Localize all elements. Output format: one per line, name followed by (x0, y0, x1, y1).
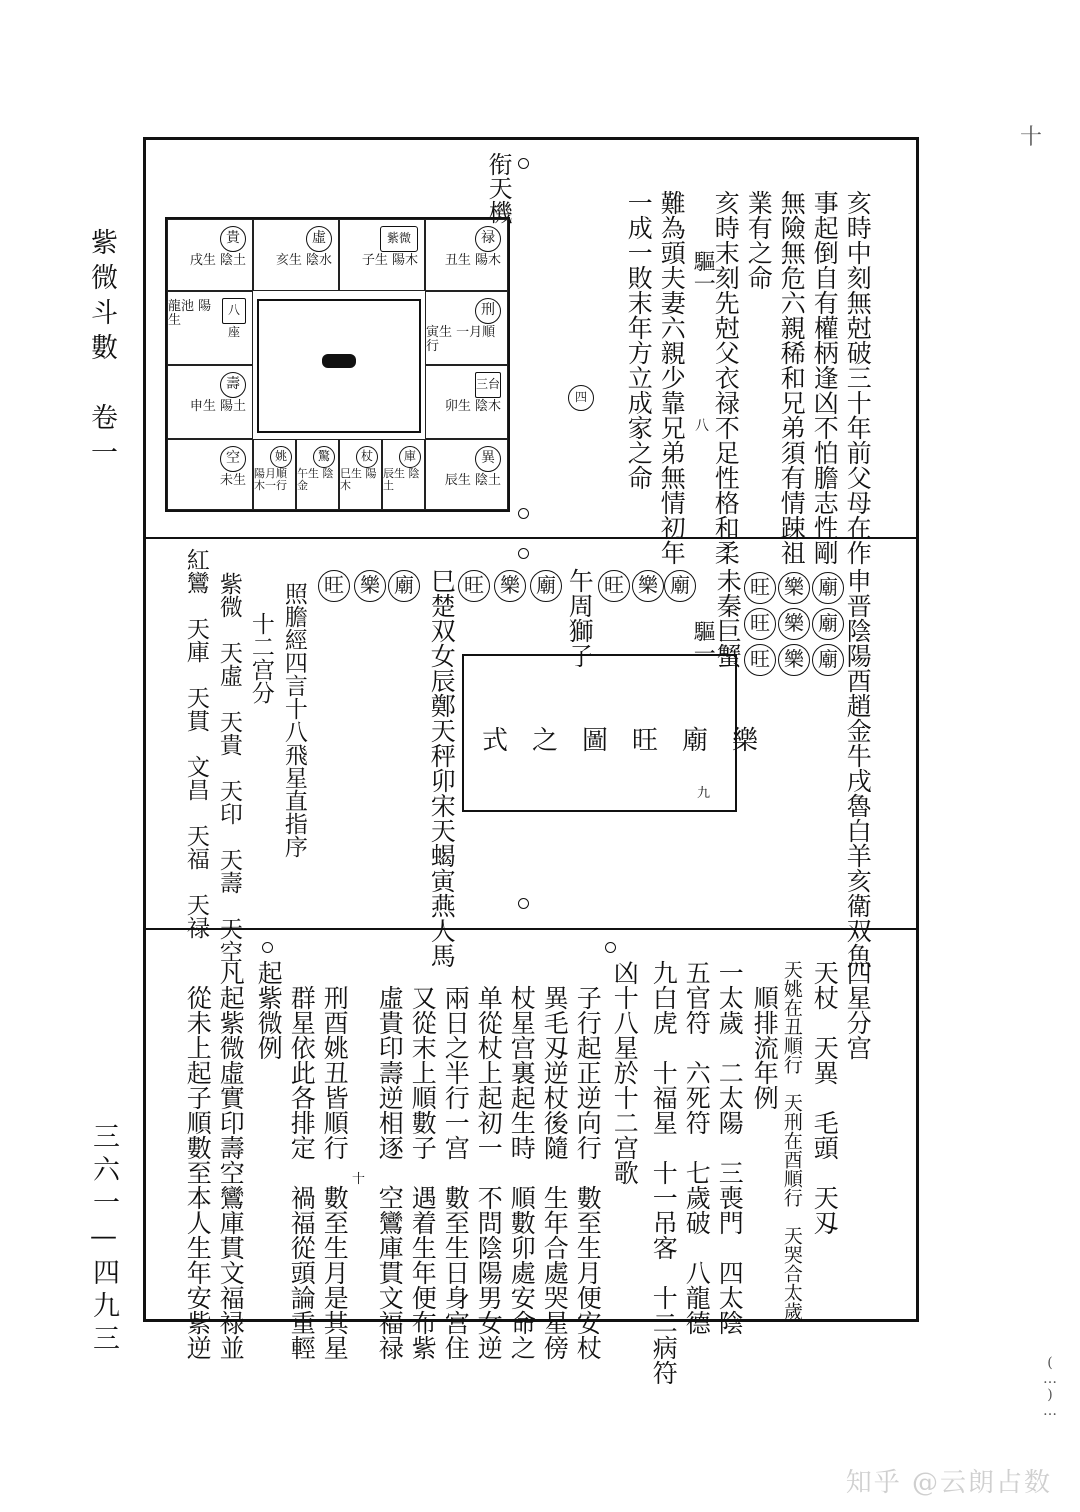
text-column: 一成一敗末年方立成家之命 (624, 190, 654, 490)
binding-hole (518, 898, 529, 909)
folio: 八 (695, 418, 709, 434)
status-icon: 廟 (664, 570, 696, 602)
cell-text: 午生 陰金 (297, 467, 334, 492)
star-label: 異 (475, 446, 501, 472)
palace-cell (167, 439, 253, 510)
palace-cell (425, 439, 508, 510)
cell-text: 子生 陽木 (361, 253, 418, 268)
cell-text: 未生 (219, 473, 246, 488)
cell-text: 辰生 陰土 (383, 467, 420, 492)
status-icon: 廟 (530, 570, 562, 602)
text-column: 一太歲 二太陽 三喪門 四太陰 (715, 960, 745, 1335)
palace-cell (339, 439, 382, 510)
palace-cell (425, 365, 508, 439)
status-circles (530, 568, 564, 604)
status-icon: 旺 (744, 644, 776, 676)
text-column: 九白虎 十福星 十一吊客 十二病符 (649, 960, 679, 1385)
status-icon: 樂 (778, 572, 810, 604)
text-column: 順排流年例 (750, 985, 780, 1110)
page-number: 三六一—四九三 (88, 1122, 119, 1357)
status-icon: 廟 (812, 572, 844, 604)
status-circles (494, 568, 528, 604)
status-circles (598, 568, 632, 604)
status-icon: 樂 (354, 570, 386, 602)
binding-hole (518, 548, 529, 559)
palace-cell (253, 439, 296, 510)
cell-text: 辰生 陰土 (444, 473, 501, 488)
star-label: 刑 (475, 298, 501, 324)
status-icon: 旺 (458, 570, 490, 602)
section-heading: 凶十八星於十二宫歌 (610, 960, 640, 1185)
chart-title: 衔天機 (484, 152, 513, 224)
status-circles (778, 570, 812, 678)
cell-text: 龍池 陽生 (168, 299, 212, 328)
folio: 十 (352, 1172, 366, 1187)
verse-line: 单從杖上起初一 不問陰陽男女逆 (474, 985, 504, 1360)
status-icon: 廟 (388, 570, 420, 602)
section-divider (143, 928, 919, 930)
cell-text: 亥生 陰水 (275, 253, 332, 268)
cell-text: 丑生 陽木 (444, 253, 501, 268)
status-circles (744, 570, 778, 678)
verse-line: 虛貴印壽逆相逐 空鸞庫貫文福禄 (375, 985, 405, 1360)
text-annotation: 驅一 (690, 620, 716, 664)
status-icon: 廟 (812, 644, 844, 676)
cell-text: 卯生 陰木 (444, 399, 501, 414)
star-label: 禄 (475, 226, 501, 252)
cell-text: 巳生 陽木 (340, 467, 377, 492)
folio: 九 (697, 786, 711, 801)
binding-hole (262, 942, 273, 953)
status-icon: 旺 (318, 570, 350, 602)
side-note: (…)… (1042, 1355, 1058, 1419)
section-heading: 起紫微例 (254, 960, 284, 1060)
watermark: 知乎 @云朗占数 (845, 1468, 1052, 1498)
palace-cell (296, 439, 339, 510)
status-icon: 廟 (812, 608, 844, 640)
text-column: 四星分宫 (843, 960, 873, 1060)
status-icon: 樂 (778, 644, 810, 676)
verse-line: 刑酉姚丑皆順行 數至生月是其星 (320, 985, 350, 1360)
verse-line: 群星依此各排定 禍福從頭論重輕 (287, 985, 317, 1360)
text-column: 照膽經四言十八飛星直指序 (280, 582, 307, 858)
star-label: 姚 (270, 446, 292, 468)
book-title: 紫微斗數 卷一 (86, 228, 117, 473)
text-column: 業有之命 (744, 190, 774, 290)
status-icon: 樂 (494, 570, 526, 602)
text-annotation: 驅一 (690, 250, 716, 294)
star-label: 杖 (356, 446, 378, 468)
palace-cell (382, 439, 425, 510)
status-icon: 旺 (744, 572, 776, 604)
star-label: 空 (220, 446, 246, 472)
seal-mark: 四 (568, 385, 594, 411)
verse-line: 子行起正逆向行 數至生月便安杖 (573, 985, 603, 1360)
binding-hole (518, 158, 529, 169)
palace-cell (339, 219, 425, 291)
status-circles (388, 568, 422, 604)
section-heading: 十二宫分 (247, 612, 274, 704)
text-column: 未秦巨蟹 (713, 568, 743, 668)
text-column: 天姚在丑順行 天刑在酉順行 天哭合太歲 (780, 960, 803, 1321)
status-circles (632, 568, 666, 604)
status-circles (458, 568, 492, 604)
text-column: 從未上起子順數至本人生年安紫逆 (183, 985, 213, 1360)
star-label: 壽 (220, 372, 246, 398)
text-column: 難為頭夫妻六親少靠兄弟無情初年 (657, 190, 687, 565)
text-column: 天杖 天異 毛頭 天刄 (810, 960, 840, 1235)
text-column: 事起倒自有權柄逢凶不怕膽志性剛 (810, 190, 840, 565)
palace-cell (167, 365, 253, 439)
page-mark: 十 (1019, 125, 1042, 150)
binding-hole (605, 942, 616, 953)
status-circles (354, 568, 388, 604)
star-label: 紫微 (380, 226, 418, 252)
text-column: 巳楚双女辰鄭天秤卯宋天蝎寅燕人馬 (427, 568, 457, 968)
star-label: 虛 (306, 226, 332, 252)
verse-line: 兩日之半行一宫 數至生日身宫住 (441, 985, 471, 1360)
status-icon: 樂 (632, 570, 664, 602)
status-circles (812, 570, 846, 678)
star-label: 庫 (399, 446, 421, 468)
binding-hole (518, 508, 529, 519)
status-icon: 旺 (598, 570, 630, 602)
star-list: 紫微 天虛 天貴 天印 天壽 天空 (215, 572, 242, 963)
text-column: 五官符 六死符 七歲破 八龍德 (682, 960, 712, 1335)
status-icon: 旺 (744, 608, 776, 640)
cell-text: 申生 陽土 (189, 399, 246, 414)
verse-line: 杖星宫裏起生時 順數卯處安命之 (507, 985, 537, 1360)
cell-text: 陽月順 木一行 (254, 467, 287, 492)
star-label: 八座 (222, 298, 246, 324)
text-column: 亥時中刻無尅破三十年前父母在作 (843, 190, 873, 565)
cell-text: 寅生 一月順行 (426, 325, 496, 354)
text-column: 凡起紫微虛實印壽空鸞庫貫文福禄並 (216, 960, 246, 1360)
diagram-label: 式之圖旺廟樂 (482, 726, 783, 756)
cell-text: 戌生 陰土 (189, 253, 246, 268)
status-circles (664, 568, 698, 604)
palace-cell (167, 219, 253, 291)
palace-cell (425, 219, 508, 291)
status-circles (318, 568, 352, 604)
text-column: 申晋陰陽酉趙金牛戌魯白羊亥衛双魚 (843, 568, 873, 968)
ink-mark (322, 354, 356, 368)
status-icon: 樂 (778, 608, 810, 640)
text-column: 無險無危六親稀和兄弟須有情踈祖 (777, 190, 807, 565)
palace-cell (425, 291, 508, 365)
star-label: 三台 (475, 372, 501, 398)
star-label: 貴 (220, 226, 246, 252)
palace-cell (167, 291, 253, 365)
palace-cell (253, 219, 339, 291)
star-list: 紅鸞 天庫 天貫 文昌 天福 天禄 (182, 548, 209, 939)
verse-line: 又從末上順數子 遇着生年便布紫 (408, 985, 438, 1360)
text-column: 亥時末刻先尅父衣禄不足性格和柔 (711, 190, 741, 565)
star-label: 驚 (313, 446, 335, 468)
text-column: 午周獅子 (565, 568, 595, 668)
verse-line: 異毛刄逆杖後隨 生年合處哭星傍 (540, 985, 570, 1360)
